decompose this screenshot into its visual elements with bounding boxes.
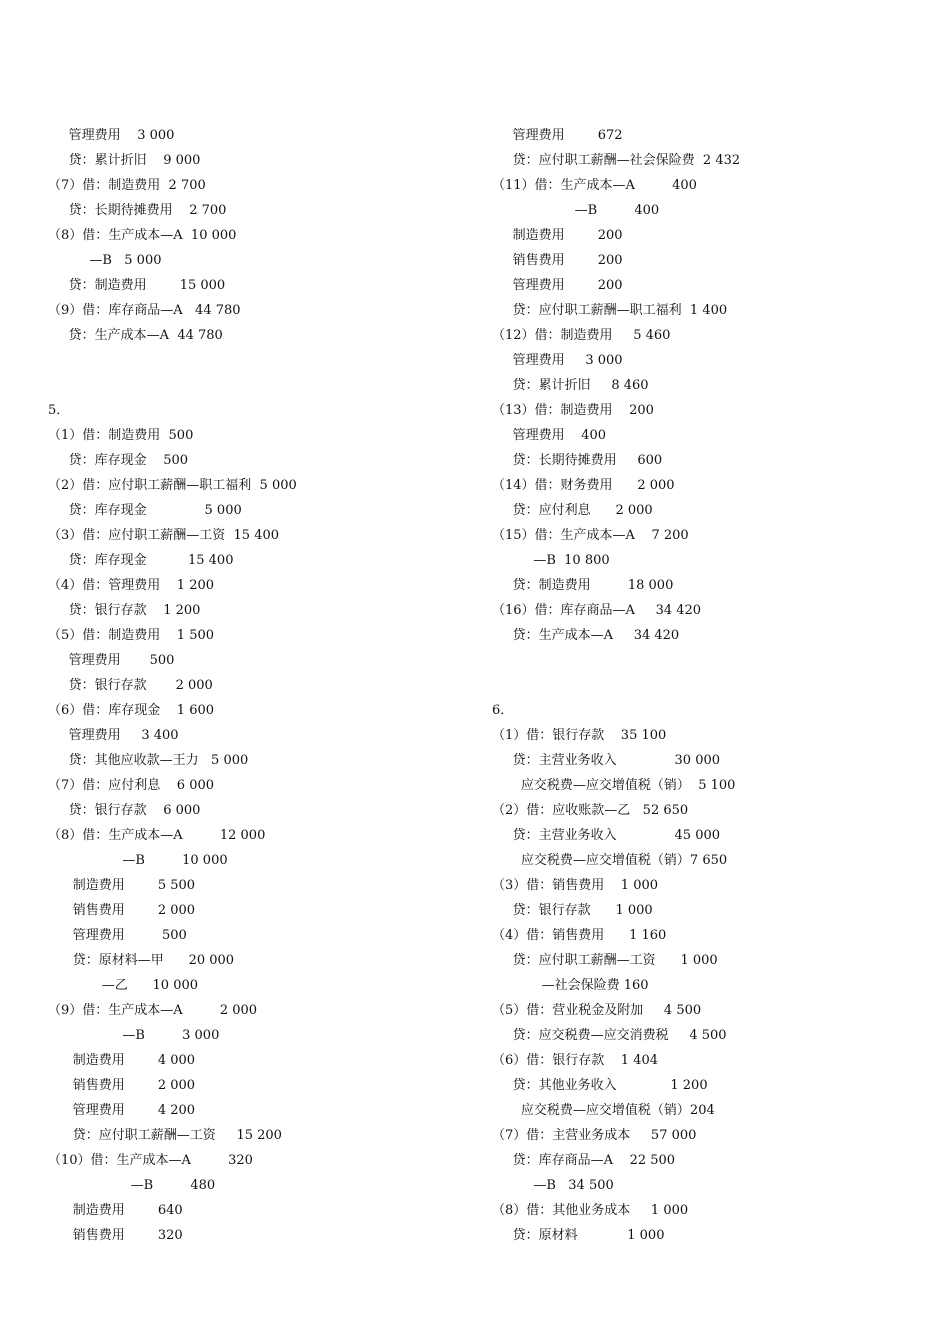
journal-line: 贷：长期待摊费用 2 700 [48,203,227,218]
journal-line: （4）借：销售费用 1 160 [492,928,667,943]
journal-line: （8）借：生产成本—A 10 000 [48,228,237,243]
journal-line: 贷：累计折旧 9 000 [48,153,201,168]
journal-line: 贷：原材料—甲 20 000 [48,953,235,968]
journal-line: 管理费用 4 200 [48,1103,196,1118]
journal-line: 贷：应付职工薪酬—职工福利 1 400 [492,303,728,318]
journal-line: （8）借：其他业务成本 1 000 [492,1203,689,1218]
journal-line: 销售费用 200 [492,253,623,268]
journal-line: 贷：主营业务收入 30 000 [492,753,721,768]
journal-line: 销售费用 320 [48,1228,183,1243]
journal-line: （7）借：应付利息 6 000 [48,778,215,793]
journal-line: （2）借：应收账款—乙 52 650 [492,803,689,818]
journal-line: 制造费用 640 [48,1203,183,1218]
journal-line: —B 480 [48,1178,216,1193]
journal-line: （16）借：库存商品—A 34 420 [492,603,702,618]
journal-line: 制造费用 200 [492,228,623,243]
journal-line [48,350,468,375]
journal-line: 管理费用 3 000 [48,128,175,143]
journal-line: （12）借：制造费用 5 460 [492,328,671,343]
journal-line: （8）借：生产成本—A 12 000 [48,828,266,843]
journal-line: 管理费用 3 000 [492,353,623,368]
journal-line: 管理费用 3 400 [48,728,179,743]
journal-line [48,375,468,400]
journal-line: 销售费用 2 000 [48,903,196,918]
journal-line: 贷：应付职工薪酬—工资 1 000 [492,953,718,968]
journal-line: 管理费用 672 [492,128,623,143]
journal-line: —B 5 000 [48,253,162,268]
journal-line: 贷：应付职工薪酬—社会保险费 2 432 [492,153,741,168]
journal-line: 贷：其他业务收入 1 200 [492,1078,708,1093]
journal-line: 贷：生产成本—A 34 420 [492,628,680,643]
journal-line: 贷：应付职工薪酬—工资 15 200 [48,1128,282,1143]
journal-line: 贷：银行存款 1 000 [492,903,653,918]
journal-line: （6）借：库存现金 1 600 [48,703,215,718]
journal-line: （7）借：制造费用 2 700 [48,178,206,193]
journal-line: 贷：原材料 1 000 [492,1228,665,1243]
journal-line: —社会保险费 160 [492,978,649,993]
journal-line: （9）借：库存商品—A 44 780 [48,303,241,318]
journal-line: 应交税费—应交增值税（销） 5 100 [492,778,736,793]
journal-line: （9）借：生产成本—A 2 000 [48,1003,258,1018]
journal-line: 贷：库存现金 500 [48,453,189,468]
section-heading: 6． [492,703,514,718]
journal-line: 贷：库存现金 5 000 [48,503,242,518]
journal-line: 贷：制造费用 18 000 [492,578,674,593]
journal-line: 贷：银行存款 6 000 [48,803,201,818]
journal-line: 贷：银行存款 1 200 [48,603,201,618]
journal-line: 贷：应交税费—应交消费税 4 500 [492,1028,727,1043]
journal-line: —B 3 000 [48,1028,220,1043]
journal-line: 贷：应付利息 2 000 [492,503,653,518]
journal-line: 制造费用 4 000 [48,1053,196,1068]
journal-line: （6）借：银行存款 1 404 [492,1053,659,1068]
right-column [492,125,912,1250]
journal-line: （3）借：销售费用 1 000 [492,878,659,893]
journal-line: 贷：制造费用 15 000 [48,278,226,293]
journal-line: （10）借：生产成本—A 320 [48,1153,253,1168]
journal-line: （11）借：生产成本—A 400 [492,178,697,193]
journal-line [492,675,912,700]
journal-line: 管理费用 500 [48,653,175,668]
journal-line: 应交税费—应交增值税（销）7 650 [492,853,728,868]
journal-line: —B 400 [492,203,660,218]
journal-line: （5）借：制造费用 1 500 [48,628,215,643]
journal-line: （13）借：制造费用 200 [492,403,654,418]
journal-line: （14）借：财务费用 2 000 [492,478,675,493]
journal-line: 管理费用 500 [48,928,187,943]
journal-line: 贷：库存商品—A 22 500 [492,1153,676,1168]
journal-line: —乙 10 000 [48,978,199,993]
journal-line: （15）借：生产成本—A 7 200 [492,528,689,543]
journal-line: （1）借：银行存款 35 100 [492,728,667,743]
journal-line: —B 34 500 [492,1178,614,1193]
journal-line: （2）借：应付职工薪酬—职工福利 5 000 [48,478,297,493]
journal-line: 贷：银行存款 2 000 [48,678,213,693]
journal-line: （4）借：管理费用 1 200 [48,578,215,593]
journal-line: 贷：生产成本—A 44 780 [48,328,223,343]
journal-line [492,650,912,675]
journal-line: （1）借：制造费用 500 [48,428,194,443]
journal-line: 贷：长期待摊费用 600 [492,453,663,468]
journal-line: 管理费用 400 [492,428,607,443]
section-heading: 5． [48,403,70,418]
journal-line: 贷：库存现金 15 400 [48,553,234,568]
journal-line: 管理费用 200 [492,278,623,293]
journal-line: —B 10 800 [492,553,610,568]
journal-line: 制造费用 5 500 [48,878,196,893]
journal-line: 贷：其他应收款—王力 5 000 [48,753,249,768]
journal-line: 贷：主营业务收入 45 000 [492,828,721,843]
journal-line: （5）借：营业税金及附加 4 500 [492,1003,702,1018]
journal-line: 贷：累计折旧 8 460 [492,378,649,393]
journal-line: （3）借：应付职工薪酬—工资 15 400 [48,528,280,543]
journal-line: 销售费用 2 000 [48,1078,196,1093]
journal-line: 应交税费—应交增值税（销）204 [492,1103,715,1118]
journal-line: —B 10 000 [48,853,228,868]
journal-line: （7）借：主营业务成本 57 000 [492,1128,697,1143]
left-column [48,125,468,1250]
